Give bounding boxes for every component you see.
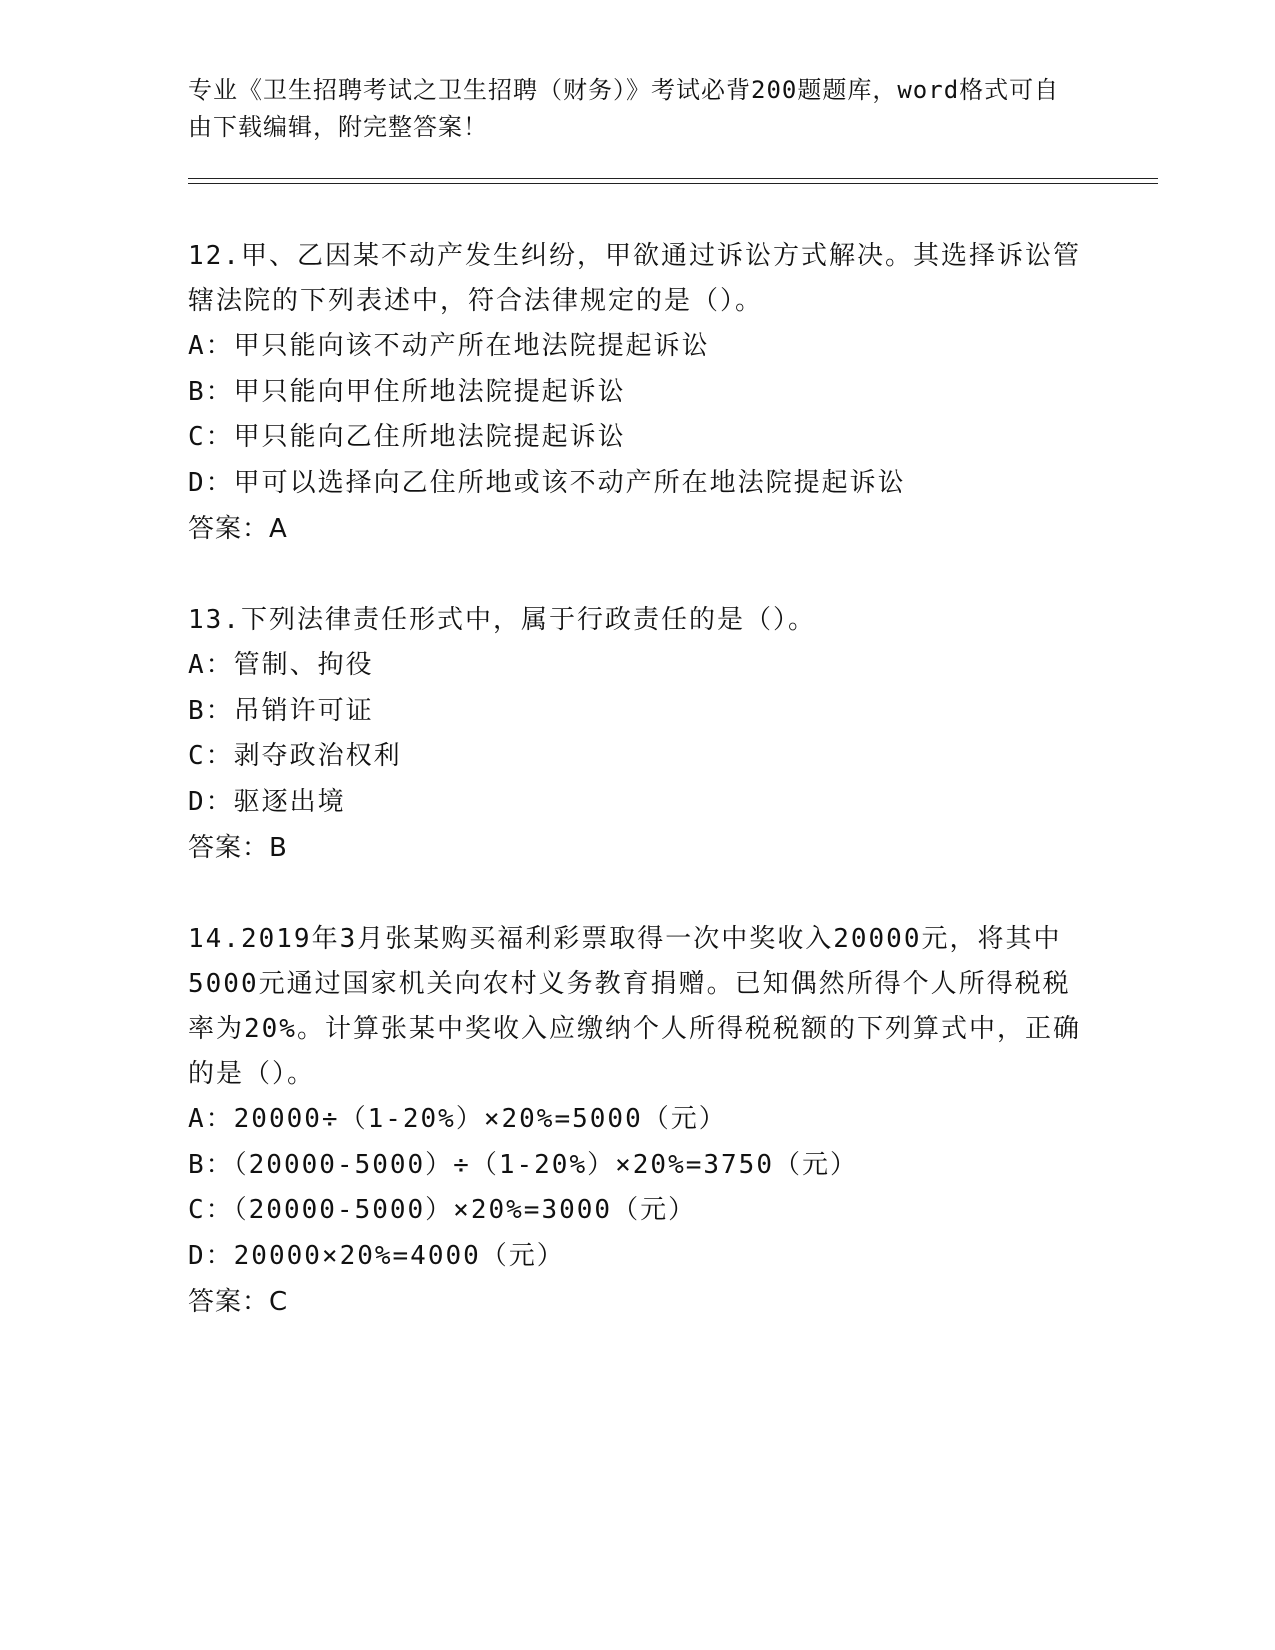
option-b: B：（20000-5000）÷（1-20%）×20%=3750（元） (188, 1149, 858, 1180)
question-13 (188, 598, 1088, 871)
option-b: B：甲只能向甲住所地法院提起诉讼 (188, 376, 626, 407)
header-divider-top (188, 178, 1158, 179)
document-header: 专业《卫生招聘考试之卫生招聘（财务）》考试必背200题题库，word格式可自由下载编辑，附完整答案！ (188, 76, 1060, 141)
option-d: D：20000×20%=4000（元） (188, 1240, 565, 1271)
question-stem: 12.甲、乙因某不动产发生纠纷，甲欲通过诉讼方式解决。其选择诉讼管辖法院的下列表述中，符合法律规定的是（）。 (188, 241, 1081, 316)
answer: 答案：C (188, 1287, 289, 1317)
option-c: C：（20000-5000）×20%=3000（元） (188, 1195, 697, 1225)
option-a: A：20000÷（1-20%）×20%=5000（元） (188, 1104, 727, 1134)
header-divider-bottom (188, 183, 1158, 184)
option-d: D：甲可以选择向乙住所地或该不动产所在地法院提起诉讼 (188, 467, 906, 498)
option-c: C：剥夺政治权利 (188, 741, 402, 771)
answer: 答案：B (188, 833, 288, 863)
option-d: D：驱逐出境 (188, 786, 346, 817)
option-a: A：管制、拘役 (188, 650, 374, 680)
option-c: C：甲只能向乙住所地法院提起诉讼 (188, 422, 626, 452)
answer: 答案：A (188, 514, 288, 544)
question-12 (188, 234, 1088, 552)
question-14 (188, 917, 1088, 1325)
option-b: B：吊销许可证 (188, 695, 374, 726)
option-a: A：甲只能向该不动产所在地法院提起诉讼 (188, 331, 710, 361)
question-stem: 14.2019年3月张某购买福利彩票取得一次中奖收入20000元，将其中5000元通过国家机关向农村义务教育捐赠。已知偶然所得个人所得税税率为20%。计算张某中奖收入应缴纳个人所得税税额的下列算式中，正确的是（）。 (188, 924, 1081, 1089)
question-stem: 13.下列法律责任形式中，属于行政责任的是（）。 (188, 605, 816, 635)
